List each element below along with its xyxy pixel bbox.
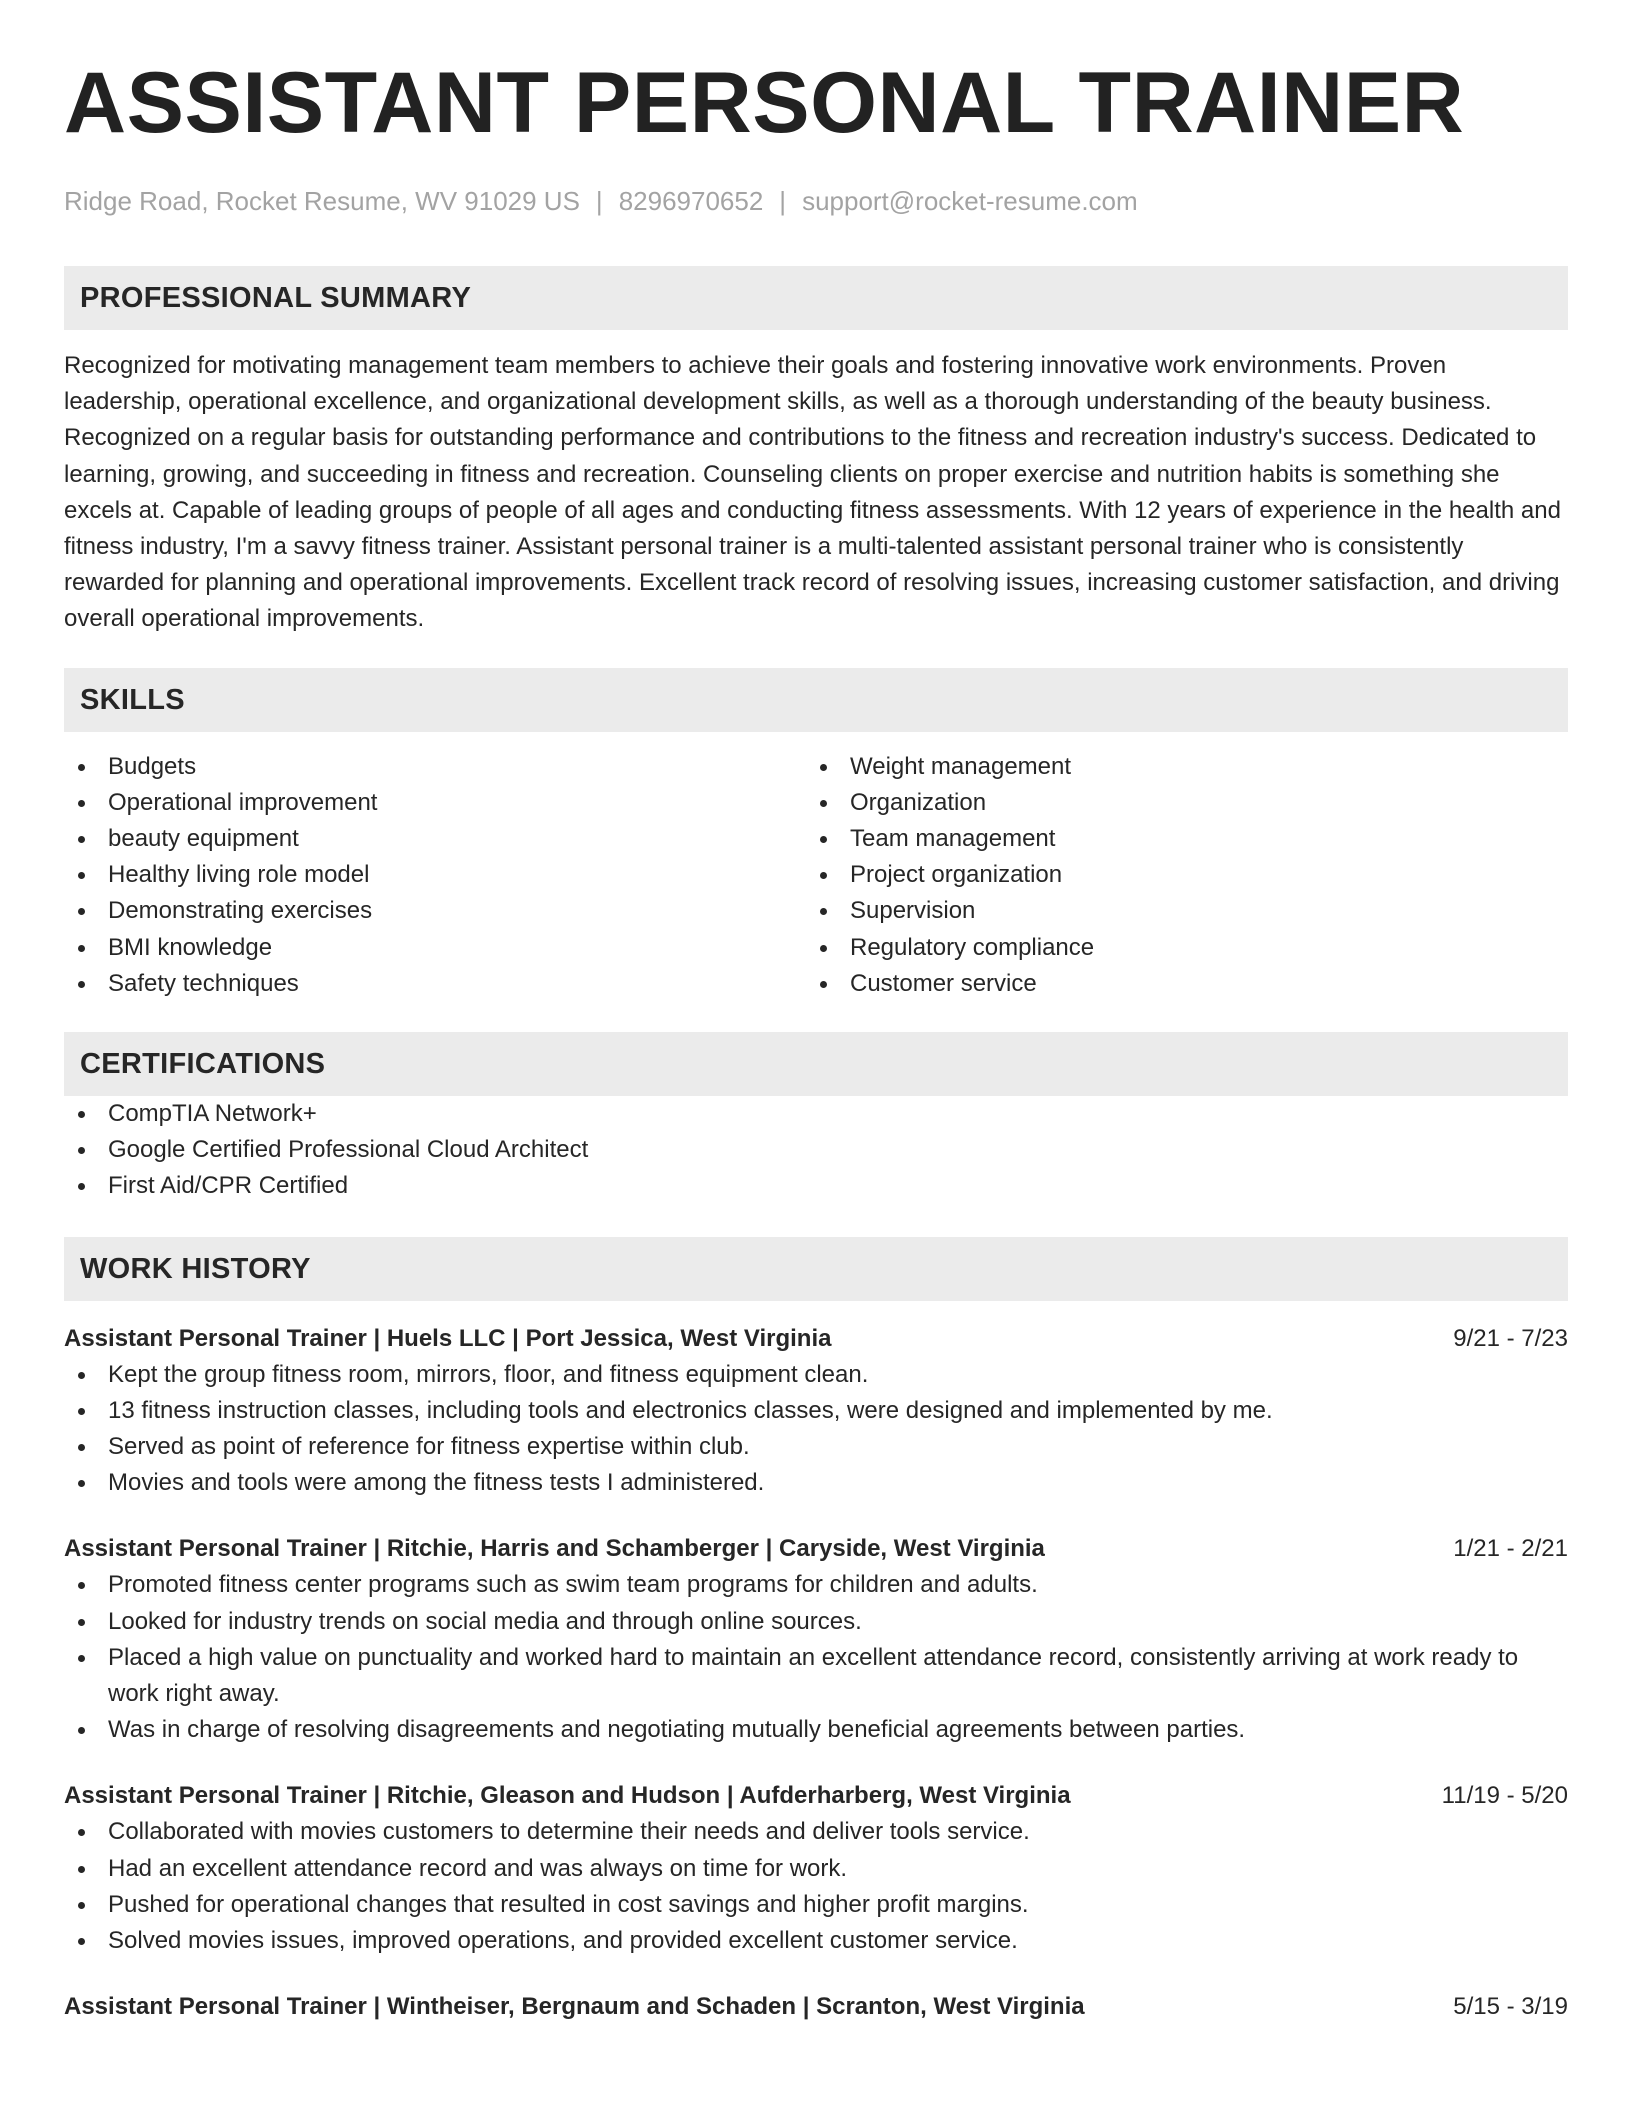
job-entry [64, 1531, 1568, 1748]
contact-line [64, 186, 1568, 216]
list-item [64, 1096, 1568, 1132]
summary-text: Recognized for motivating management team members to achieve their goals and fostering innovative work environments. Proven leadership, operational excellence, and organizational development skills, as well as a thorough understanding of the beauty business. Recognized on a regular basis for outstanding performance and contributions to the fitness and recreation industry's success. Dedicated to learning, growing, and succeeding in fitness and recreation. Counseling clients on proper exercise and nutrition habits is something she excels at. Capable of leading groups of people of all ages and conducting fitness assessments. With 12 years of experience in the health and fitness industry, I'm a savvy fitness trainer. Assistant personal trainer is a multi-talented assistant personal trainer who is consistently rewarded for planning and operational improvements. Excellent track record of resolving issues, increasing customer satisfaction, and driving overall operational improvements. [64, 352, 1561, 633]
bullet-icon [78, 872, 85, 879]
bullet-icon [78, 1111, 85, 1118]
list-item [64, 1465, 1568, 1501]
bullet-icon [78, 1902, 85, 1909]
list-item [64, 1132, 1568, 1168]
list-item [64, 1567, 1568, 1603]
job-entry [64, 1989, 1568, 2025]
skill-label: Safety techniques [108, 969, 299, 997]
bullet-icon [78, 1147, 85, 1154]
job-entry [64, 1321, 1568, 1502]
job-bullet-list [64, 1814, 1568, 1959]
bullet-icon [78, 1655, 85, 1662]
list-item [64, 930, 806, 966]
contact-email: support@rocket-resume.com [802, 186, 1138, 216]
skills-list-left [64, 749, 806, 1002]
bullet-icon [820, 836, 827, 843]
skills-column-right [806, 749, 1548, 1002]
list-item [64, 1712, 1568, 1748]
certification-label: First Aid/CPR Certified [108, 1172, 349, 1200]
bullet-icon [820, 764, 827, 771]
job-bullet-text: Solved movies issues, improved operations, and provided excellent customer service. [108, 1927, 1018, 1955]
job-title: Assistant Personal Trainer | Wintheiser, Bergnaum and Schaden | Scranton, West Virginia [64, 1993, 1085, 2021]
skill-label: Project organization [850, 861, 1063, 889]
list-item [806, 930, 1548, 966]
skill-label: Weight management [850, 752, 1072, 780]
job-bullet-text: 13 fitness instruction classes, including tools and electronics classes, were designed and implemented by me. [108, 1396, 1273, 1424]
bullet-icon [78, 1938, 85, 1945]
skill-label: BMI knowledge [108, 933, 273, 961]
job-bullet-text: Promoted fitness center programs such as swim team programs for children and adults. [108, 1571, 1038, 1599]
job-header [64, 1778, 1568, 1814]
job-dates: 11/19 - 5/20 [1441, 1782, 1568, 1810]
list-item [64, 1393, 1568, 1429]
job-header [64, 1321, 1568, 1357]
bullet-icon [78, 1183, 85, 1190]
list-item [806, 893, 1548, 929]
bullet-icon [820, 872, 827, 879]
skill-label: Supervision [850, 897, 976, 925]
bullet-icon [820, 945, 827, 952]
certification-label: CompTIA Network+ [108, 1100, 317, 1128]
list-item [64, 1814, 1568, 1850]
bullet-icon [78, 1619, 85, 1626]
bullet-icon [820, 800, 827, 807]
section-header-work-history: WORK HISTORY [64, 1237, 1568, 1301]
bullet-icon [78, 1866, 85, 1873]
list-item [64, 749, 806, 785]
job-bullet-list [64, 1567, 1568, 1748]
skills-column-left [64, 749, 806, 1002]
job-bullet-text: Pushed for operational changes that resulted in cost savings and higher profit margins. [108, 1890, 1029, 1918]
contact-phone: 8296970652 [618, 186, 764, 216]
section-header-certifications: CERTIFICATIONS [64, 1032, 1568, 1096]
bullet-icon [78, 908, 85, 915]
job-dates: 1/21 - 2/21 [1453, 1535, 1568, 1563]
job-title: Assistant Personal Trainer | Ritchie, Harris and Schamberger | Caryside, West Virginia [64, 1535, 1045, 1563]
bullet-icon [78, 1829, 85, 1836]
skills-columns [64, 749, 1568, 1002]
job-dates: 5/15 - 3/19 [1453, 1993, 1568, 2021]
skills-list-right [806, 749, 1548, 1002]
bullet-icon [78, 1408, 85, 1415]
bullet-icon [820, 981, 827, 988]
job-title: Assistant Personal Trainer | Ritchie, Gleason and Hudson | Aufderharberg, West Virginia [64, 1782, 1071, 1810]
list-item [64, 857, 806, 893]
list-item [64, 1887, 1568, 1923]
bullet-icon [78, 1727, 85, 1734]
bullet-icon [78, 800, 85, 807]
job-bullet-text: Served as point of reference for fitness expertise within club. [108, 1433, 750, 1461]
skill-label: Customer service [850, 969, 1037, 997]
certification-label: Google Certified Professional Cloud Architect [108, 1136, 589, 1164]
list-item [64, 1851, 1568, 1887]
list-item [64, 1923, 1568, 1959]
list-item [64, 1168, 1568, 1204]
skill-label: Regulatory compliance [850, 933, 1095, 961]
list-item [64, 785, 806, 821]
bullet-icon [820, 908, 827, 915]
contact-address: Ridge Road, Rocket Resume, WV 91029 US [64, 186, 580, 216]
list-item [64, 966, 806, 1002]
list-item [806, 966, 1548, 1002]
resume-title: ASSISTANT PERSONAL TRAINER [64, 55, 1465, 151]
bullet-icon [78, 945, 85, 952]
job-bullet-text: Movies and tools were among the fitness tests I administered. [108, 1469, 765, 1497]
job-bullet-text: Placed a high value on punctuality and worked hard to maintain an excellent attendance record, consistently arriving at work ready to work right away. [108, 1643, 1519, 1708]
job-bullet-list [64, 1357, 1568, 1502]
list-item [806, 857, 1548, 893]
list-item [64, 1604, 1568, 1640]
bullet-icon [78, 764, 85, 771]
skill-label: Healthy living role model [108, 861, 370, 889]
bullet-icon [78, 981, 85, 988]
job-dates: 9/21 - 7/23 [1453, 1324, 1568, 1352]
list-item [64, 1357, 1568, 1393]
job-bullet-text: Looked for industry trends on social media and through online sources. [108, 1607, 862, 1635]
list-item [806, 785, 1548, 821]
job-header [64, 1531, 1568, 1567]
job-bullet-text: Kept the group fitness room, mirrors, floor, and fitness equipment clean. [108, 1360, 869, 1388]
bullet-icon [78, 1372, 85, 1379]
list-item [64, 1640, 1568, 1712]
skill-label: beauty equipment [108, 825, 299, 853]
job-entry [64, 1778, 1568, 1959]
job-title: Assistant Personal Trainer | Huels LLC | Port Jessica, West Virginia [64, 1324, 832, 1352]
list-item [806, 821, 1548, 857]
job-bullet-text: Was in charge of resolving disagreements and negotiating mutually beneficial agreements between parties. [108, 1716, 1246, 1744]
list-item [806, 749, 1548, 785]
job-bullet-text: Had an excellent attendance record and was always on time for work. [108, 1854, 848, 1882]
skill-label: Operational improvement [108, 788, 378, 816]
section-header-summary: PROFESSIONAL SUMMARY [64, 266, 1568, 330]
bullet-icon [78, 1444, 85, 1451]
job-bullet-text: Collaborated with movies customers to determine their needs and deliver tools service. [108, 1818, 1030, 1846]
skill-label: Demonstrating exercises [108, 897, 373, 925]
contact-separator: | [595, 186, 603, 216]
list-item [64, 893, 806, 929]
skill-label: Organization [850, 788, 987, 816]
bullet-icon [78, 1480, 85, 1487]
list-item [64, 821, 806, 857]
skill-label: Team management [850, 825, 1056, 853]
contact-separator: | [779, 186, 787, 216]
certifications-list [64, 1096, 1568, 1205]
job-header [64, 1989, 1568, 2025]
list-item [64, 1429, 1568, 1465]
bullet-icon [78, 836, 85, 843]
bullet-icon [78, 1582, 85, 1589]
section-header-skills: SKILLS [64, 668, 1568, 732]
skill-label: Budgets [108, 752, 197, 780]
